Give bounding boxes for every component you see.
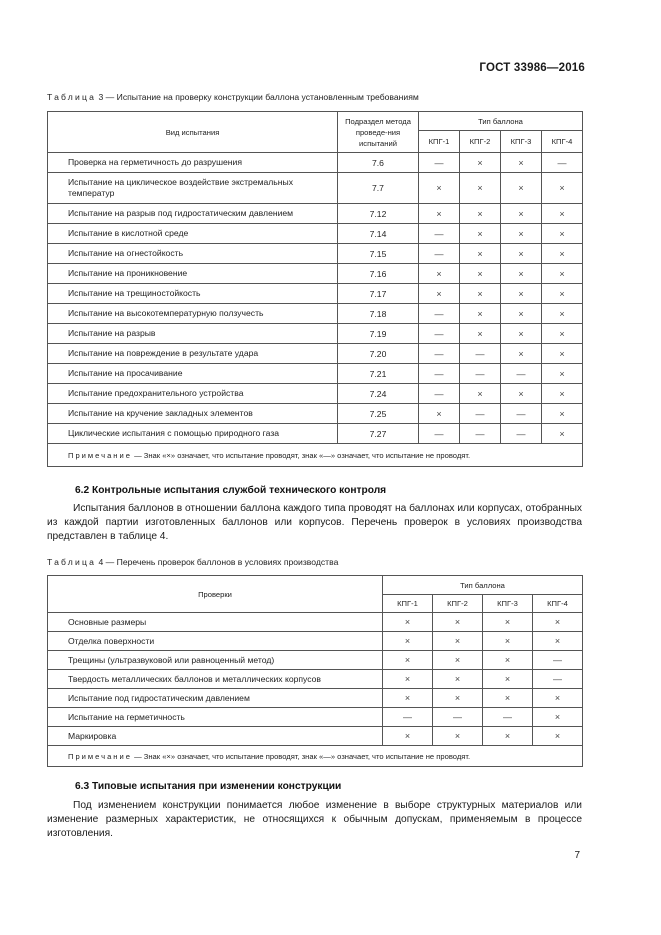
test-name-cell: Испытание на повреждение в результате удара	[48, 344, 338, 364]
test-name-cell: Испытание на трещиностойкость	[48, 284, 338, 304]
section-6-3-text: Под изменением конструкции понимается любое изменение в выборе структурных материалов или изменение размерных характеристик, не относящихся к обычным допускам, применяемым в процессе изготовления.	[47, 800, 582, 839]
table-row	[48, 264, 583, 284]
mark-cell: —	[383, 708, 433, 727]
check-name-cell: Испытание под гидростатическим давлением	[48, 689, 383, 708]
table3	[47, 111, 583, 467]
mark-cell: ×	[433, 689, 483, 708]
mark-cell: ×	[460, 153, 501, 173]
mark-cell: ×	[433, 632, 483, 651]
mark-cell: ×	[542, 173, 583, 204]
table-row	[48, 244, 583, 264]
mark-cell: ×	[483, 613, 533, 632]
mark-cell: ×	[483, 632, 533, 651]
mark-cell: ×	[419, 173, 460, 204]
table3-header-section: Подраздел метода проведе-ния испытаний	[338, 112, 419, 153]
mark-cell: ×	[542, 364, 583, 384]
section-cell: 7.17	[338, 284, 419, 304]
mark-cell: ×	[383, 613, 433, 632]
section-cell: 7.24	[338, 384, 419, 404]
table-row	[48, 304, 583, 324]
table3-header-type-2: КПГ-2	[460, 131, 501, 153]
mark-cell: —	[533, 651, 583, 670]
table3-caption-prefix: Таблица	[47, 92, 97, 102]
table3-note-prefix: Примечание	[68, 450, 132, 460]
test-name-cell: Испытание на разрыв под гидростатическим давлением	[48, 204, 338, 224]
mark-cell: ×	[542, 204, 583, 224]
mark-cell: —	[419, 384, 460, 404]
table-row	[48, 324, 583, 344]
mark-cell: ×	[542, 284, 583, 304]
mark-cell: —	[419, 364, 460, 384]
mark-cell: —	[419, 324, 460, 344]
mark-cell: ×	[483, 651, 533, 670]
mark-cell: —	[419, 224, 460, 244]
table4-caption-text: 4 — Перечень проверок баллонов в условиях производства	[96, 557, 339, 567]
mark-cell: ×	[433, 670, 483, 689]
mark-cell: ×	[501, 153, 542, 173]
mark-cell: ×	[501, 284, 542, 304]
mark-cell: ×	[460, 224, 501, 244]
table-row	[48, 727, 583, 746]
mark-cell: —	[542, 153, 583, 173]
section-cell: 7.6	[338, 153, 419, 173]
check-name-cell: Маркировка	[48, 727, 383, 746]
mark-cell: ×	[483, 670, 533, 689]
mark-cell: ×	[533, 613, 583, 632]
table-row	[48, 670, 583, 689]
mark-cell: —	[419, 304, 460, 324]
test-name-cell: Испытание предохранительного устройства	[48, 384, 338, 404]
mark-cell: —	[483, 708, 533, 727]
table3-header-type-3: КПГ-3	[501, 131, 542, 153]
test-name-cell: Циклические испытания с помощью природного газа	[48, 424, 338, 444]
section-cell: 7.14	[338, 224, 419, 244]
section-cell: 7.7	[338, 173, 419, 204]
mark-cell: ×	[542, 384, 583, 404]
table-row	[48, 173, 583, 204]
mark-cell: ×	[501, 204, 542, 224]
mark-cell: ×	[483, 689, 533, 708]
mark-cell: ×	[533, 632, 583, 651]
mark-cell: ×	[383, 670, 433, 689]
page-number: 7	[574, 850, 580, 861]
section-6-3-title: 6.3 Типовые испытания при изменении конструкции	[75, 781, 342, 792]
mark-cell: ×	[542, 304, 583, 324]
mark-cell: ×	[542, 404, 583, 424]
table-row	[48, 204, 583, 224]
mark-cell: ×	[419, 284, 460, 304]
mark-cell: ×	[542, 244, 583, 264]
mark-cell: —	[501, 424, 542, 444]
table4-note-text: — Знак «×» означает, что испытание проводят, знак «—» означает, что испытание не проводят.	[131, 751, 471, 761]
mark-cell: ×	[501, 244, 542, 264]
test-name-cell: Проверка на герметичность до разрушения	[48, 153, 338, 173]
section-cell: 7.18	[338, 304, 419, 324]
table3-header-test: Вид испытания	[48, 112, 338, 153]
document-header: ГОСТ 33986—2016	[479, 62, 585, 74]
table4-header-type: Тип баллона	[383, 576, 583, 595]
mark-cell: —	[460, 404, 501, 424]
mark-cell: —	[460, 344, 501, 364]
table4-header-check: Проверки	[48, 576, 383, 613]
mark-cell: ×	[542, 424, 583, 444]
mark-cell: ×	[501, 304, 542, 324]
table3-caption	[47, 92, 419, 102]
table-row	[48, 364, 583, 384]
mark-cell: —	[533, 670, 583, 689]
mark-cell: ×	[460, 324, 501, 344]
mark-cell: ×	[419, 204, 460, 224]
section-cell: 7.19	[338, 324, 419, 344]
table4-note-prefix: Примечание	[68, 751, 132, 761]
table-row	[48, 404, 583, 424]
table-row	[48, 384, 583, 404]
mark-cell: ×	[419, 404, 460, 424]
test-name-cell: Испытание на кручение закладных элементов	[48, 404, 338, 424]
mark-cell: ×	[542, 324, 583, 344]
table3-note	[48, 444, 583, 467]
mark-cell: ×	[501, 384, 542, 404]
table-row	[48, 651, 583, 670]
mark-cell: ×	[419, 264, 460, 284]
section-cell: 7.15	[338, 244, 419, 264]
mark-cell: ×	[483, 727, 533, 746]
test-name-cell: Испытание на огнестойкость	[48, 244, 338, 264]
mark-cell: ×	[533, 727, 583, 746]
mark-cell: ×	[501, 324, 542, 344]
mark-cell: —	[501, 364, 542, 384]
table4-note	[48, 746, 583, 767]
check-name-cell: Испытание на герметичность	[48, 708, 383, 727]
table4	[47, 575, 583, 767]
table4-caption	[47, 557, 338, 567]
mark-cell: ×	[460, 384, 501, 404]
mark-cell: ×	[383, 727, 433, 746]
table4-header-type-4: КПГ-4	[533, 595, 583, 613]
table3-header-type-4: КПГ-4	[542, 131, 583, 153]
mark-cell: —	[419, 344, 460, 364]
table-row	[48, 284, 583, 304]
check-name-cell: Отделка поверхности	[48, 632, 383, 651]
mark-cell: —	[419, 153, 460, 173]
section-cell: 7.16	[338, 264, 419, 284]
table-row	[48, 632, 583, 651]
table4-header-type-2: КПГ-2	[433, 595, 483, 613]
mark-cell: —	[460, 364, 501, 384]
table3-header-type: Тип баллона	[419, 112, 583, 131]
mark-cell: ×	[501, 224, 542, 244]
mark-cell: ×	[433, 727, 483, 746]
table4-header-type-3: КПГ-3	[483, 595, 533, 613]
mark-cell: ×	[460, 244, 501, 264]
table3-note-text: — Знак «×» означает, что испытание проводят, знак «—» означает, что испытание не проводят.	[131, 450, 471, 460]
mark-cell: ×	[542, 224, 583, 244]
section-cell: 7.21	[338, 364, 419, 384]
section-cell: 7.20	[338, 344, 419, 364]
check-name-cell: Твердость металлических баллонов и металлических корпусов	[48, 670, 383, 689]
section-6-2-text: Испытания баллонов в отношении баллона каждого типа проводят на баллонах или корпусах, отобранных из каждой партии изготовленных баллонов или корпусов. Перечень проверок в условиях производства представлен в таблице 4.	[47, 503, 582, 542]
check-name-cell: Трещины (ультразвуковой или равноценный метод)	[48, 651, 383, 670]
mark-cell: ×	[460, 204, 501, 224]
mark-cell: —	[419, 244, 460, 264]
mark-cell: ×	[383, 632, 433, 651]
table4-header-type-1: КПГ-1	[383, 595, 433, 613]
mark-cell: ×	[383, 651, 433, 670]
table3-caption-text: 3 — Испытание на проверку конструкции баллона установленным требованиям	[96, 92, 419, 102]
section-cell: 7.12	[338, 204, 419, 224]
mark-cell: —	[419, 424, 460, 444]
test-name-cell: Испытание на высокотемпературную ползучесть	[48, 304, 338, 324]
mark-cell: ×	[533, 708, 583, 727]
test-name-cell: Испытание на просачивание	[48, 364, 338, 384]
mark-cell: ×	[501, 173, 542, 204]
test-name-cell: Испытание на проникновение	[48, 264, 338, 284]
section-cell: 7.25	[338, 404, 419, 424]
table-row	[48, 153, 583, 173]
mark-cell: ×	[433, 613, 483, 632]
mark-cell: ×	[542, 344, 583, 364]
mark-cell: ×	[542, 264, 583, 284]
test-name-cell: Испытание на циклическое воздействие экстремальных температур	[48, 173, 338, 204]
mark-cell: ×	[533, 689, 583, 708]
check-name-cell: Основные размеры	[48, 613, 383, 632]
section-cell: 7.27	[338, 424, 419, 444]
mark-cell: ×	[501, 264, 542, 284]
mark-cell: —	[501, 404, 542, 424]
mark-cell: ×	[433, 651, 483, 670]
table4-caption-prefix: Таблица	[47, 557, 97, 567]
test-name-cell: Испытание на разрыв	[48, 324, 338, 344]
section-6-2-title: 6.2 Контрольные испытания службой технического контроля	[75, 485, 387, 496]
mark-cell: ×	[383, 689, 433, 708]
table-row	[48, 424, 583, 444]
mark-cell: ×	[460, 264, 501, 284]
table-row	[48, 344, 583, 364]
table-row	[48, 689, 583, 708]
table-row	[48, 224, 583, 244]
table-row	[48, 613, 583, 632]
mark-cell: —	[460, 424, 501, 444]
mark-cell: ×	[460, 173, 501, 204]
mark-cell: ×	[460, 304, 501, 324]
mark-cell: —	[433, 708, 483, 727]
test-name-cell: Испытание в кислотной среде	[48, 224, 338, 244]
mark-cell: ×	[460, 284, 501, 304]
table-row	[48, 708, 583, 727]
mark-cell: ×	[501, 344, 542, 364]
table3-header-type-1: КПГ-1	[419, 131, 460, 153]
